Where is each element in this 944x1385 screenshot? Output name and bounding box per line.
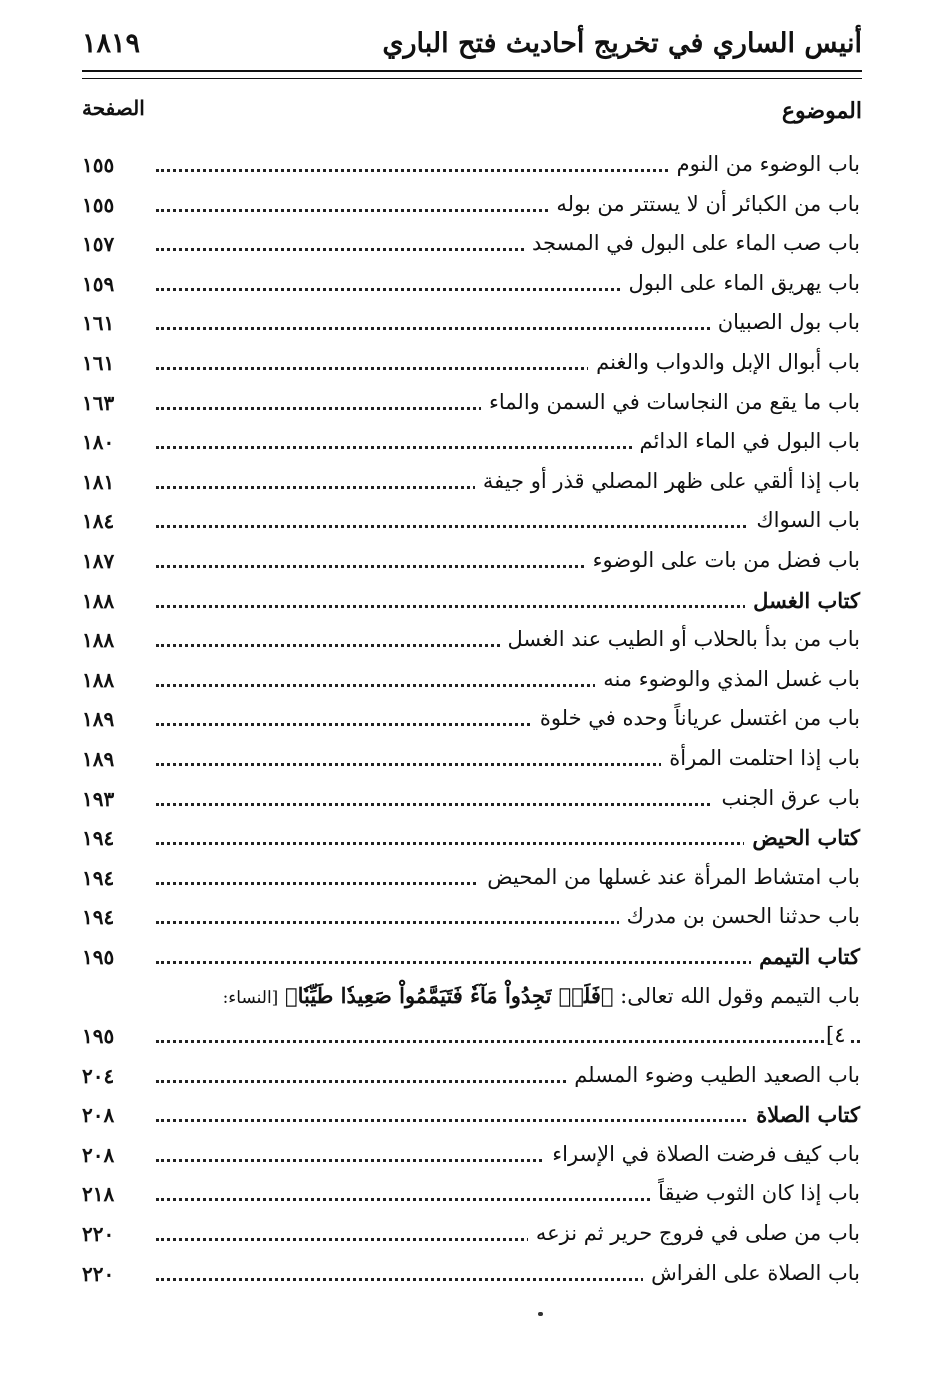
page-number: ١٨١٩ (82, 28, 141, 59)
entry-page: ١٩٣ (82, 786, 115, 811)
entry-title: باب فضل من بات على الوضوء (585, 548, 860, 572)
entry-title: باب من صلى في فروج حرير ثم نزعه (528, 1221, 860, 1245)
toc-entry (82, 544, 860, 584)
entry-page: ١٦١ (82, 311, 115, 336)
entry-title: باب إذا ألقي على ظهر المصلي قذر أو جيفة (475, 469, 860, 493)
entry-page: ١٩٤ (82, 826, 115, 851)
toc-entry (82, 465, 860, 505)
entry-title: باب الصلاة على الفراش (643, 1261, 860, 1285)
entry-page: ١٩٤ (82, 905, 115, 930)
toc-entry (82, 979, 860, 1019)
surah-reference: [النساء: (222, 988, 279, 1009)
entry-page: ٢٢٠ (82, 1261, 115, 1286)
toc-entry (82, 900, 860, 940)
entry-page: ١٥٥ (82, 153, 115, 177)
toc-book-heading (82, 584, 860, 624)
entry-page: ١٨٨ (82, 667, 115, 692)
entry-page: ١٨٧ (82, 548, 115, 573)
header-rule-thin (82, 78, 862, 79)
toc-entry (82, 1217, 860, 1257)
entry-title: باب كيف فرضت الصلاة في الإسراء (544, 1142, 860, 1166)
entry-page: ١٩٤ (82, 865, 115, 890)
toc-book-heading (82, 1098, 860, 1138)
toc-entry (82, 861, 860, 901)
entry-page: ٢٢٠ (82, 1222, 115, 1247)
entry-page: ٢٠٨ (82, 1142, 115, 1167)
entry-page: ١٨٨ (82, 628, 115, 653)
entry-page: ١٦١ (82, 350, 115, 375)
page-column-heading: الصفحة (82, 96, 145, 120)
entry-page: ١٨٨ (82, 588, 115, 613)
entry-title: باب من الكبائر أن لا يستتر من بوله (548, 192, 860, 216)
entry-title: باب حدثنا الحسن بن مدرك (619, 904, 860, 928)
topic-column-heading: الموضوع (781, 98, 862, 124)
entry-page: ١٦٣ (82, 390, 115, 415)
entry-page: ١٩٥ (82, 944, 115, 969)
entry-title: باب إذا كان الثوب ضيقاً (650, 1181, 860, 1205)
entry-page: ١٩٥ (82, 1024, 115, 1049)
toc-entry (82, 1138, 860, 1178)
toc-entry (82, 782, 860, 822)
entry-page: ٢٠٤ (82, 1063, 115, 1088)
entry-title: باب صب الماء على البول في المسجد (524, 231, 860, 255)
entry-page: ١٥٩ (82, 271, 115, 296)
entry-title: باب من اغتسل عرياناً وحده في خلوة (532, 706, 860, 730)
entry-title: باب امتشاط المرأة عند غسلها من المحيض (479, 865, 860, 889)
entry-title: باب من بدأ بالحلاب أو الطيب عند الغسل (500, 627, 860, 651)
entry-title: باب عرق الجنب (713, 786, 860, 810)
entry-page: ١٥٧ (82, 232, 115, 257)
entry-title (215, 983, 860, 1008)
toc-entry (82, 623, 860, 663)
toc-entry (82, 346, 860, 386)
entry-page: ١٨١ (82, 469, 115, 494)
entry-page: ١٨٠ (82, 430, 115, 455)
toc-entry (82, 188, 860, 228)
entry-page: ١٨٩ (82, 746, 115, 771)
entry-title: باب بول الصبيان (710, 310, 860, 334)
toc-entry (82, 742, 860, 782)
entry-title: باب غسل المذي والوضوء منه (595, 667, 860, 691)
toc-entry (82, 1257, 860, 1297)
running-title: أنيس الساري في تخريج أحاديث فتح الباري (382, 28, 862, 59)
toc-entry (82, 504, 860, 544)
toc-entry (82, 227, 860, 267)
column-headings (82, 96, 862, 136)
table-of-contents (82, 148, 860, 1296)
entry-page: ١٨٩ (82, 707, 115, 732)
toc-entry (82, 663, 860, 703)
book-title: كتاب الحيض (744, 825, 860, 850)
surah-reference-end: ٤] (826, 1023, 851, 1047)
entry-title: باب الصعيد الطيب وضوء المسلم (566, 1063, 860, 1087)
toc-book-heading (82, 821, 860, 861)
toc-entry (82, 306, 860, 346)
entry-title: باب الوضوء من النوم (669, 152, 860, 176)
entry-page: ١٥٥ (82, 192, 115, 217)
entry-title: باب السواك (748, 508, 860, 532)
toc-entry (82, 148, 860, 188)
entry-title: باب يهريق الماء على البول (621, 271, 861, 295)
toc-entry (82, 386, 860, 426)
entry-page: ٢١٨ (82, 1182, 115, 1207)
dot-leader (156, 1040, 860, 1043)
entry-title: باب أبوال الإبل والدواب والغنم (588, 350, 860, 374)
toc-entry (82, 1177, 860, 1217)
entry-title: باب البول في الماء الدائم (632, 429, 861, 453)
entry-title-text: باب التيمم وقول الله تعالى: (620, 984, 860, 1009)
running-header (82, 28, 862, 68)
book-title: كتاب التيمم (751, 944, 860, 969)
book-title: كتاب الغسل (745, 588, 860, 613)
toc-entry (82, 425, 860, 465)
toc-book-heading (82, 940, 860, 980)
toc-entry (82, 1059, 860, 1099)
toc-entry (82, 702, 860, 742)
print-speck (538, 1312, 543, 1316)
entry-title: باب ما يقع من النجاسات في السمن والماء (481, 390, 860, 414)
entry-page: ١٨٤ (82, 509, 115, 534)
toc-entry (82, 267, 860, 307)
book-title: كتاب الصلاة (748, 1102, 860, 1127)
quran-verse: ﴿فَلَمۡ تَجِدُواْ مَآءٗ فَتَيَمَّمُواْ صَعِيدٗا طَيِّبٗا﴾ (284, 983, 614, 1009)
header-rule-thick (82, 70, 862, 72)
toc-entry-continuation (82, 1019, 860, 1059)
entry-title: باب إذا احتلمت المرأة (661, 746, 860, 770)
entry-page: ٢٠٨ (82, 1103, 115, 1128)
